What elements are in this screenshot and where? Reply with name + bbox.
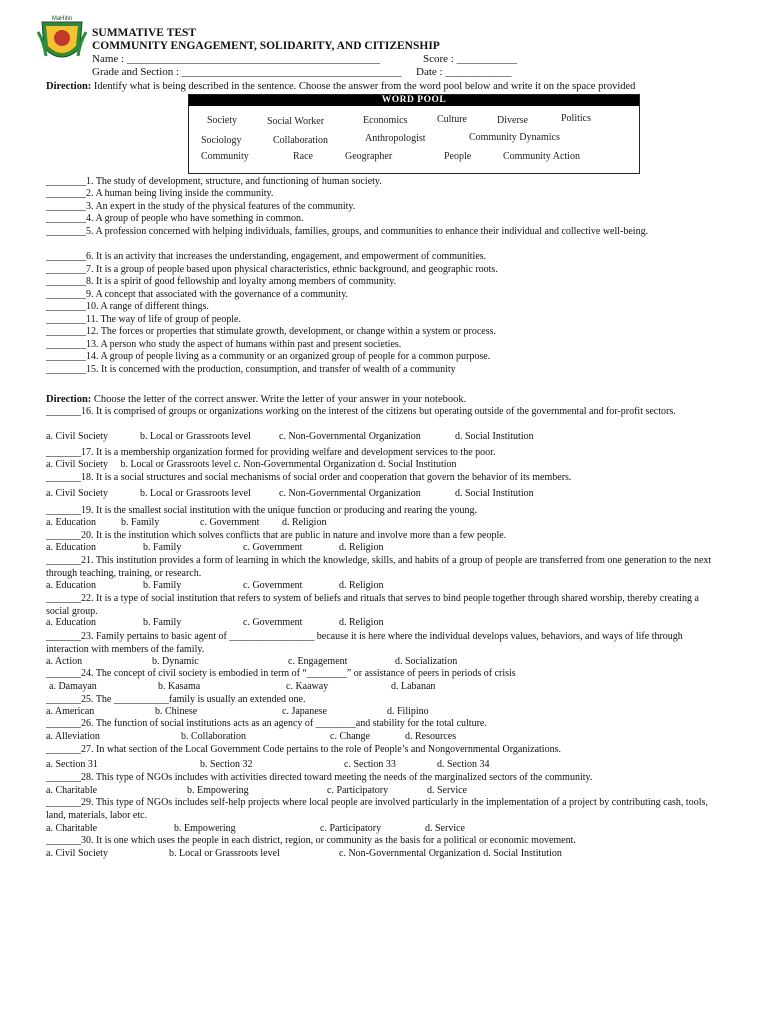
word-pool-item: Race (293, 151, 313, 162)
choice-c: c. Non-Governmental Organization (279, 488, 421, 499)
identification-item: ________15. It is concerned with the production, consumption, and transfer of wealth of a community (46, 364, 456, 375)
identification-item: ________6. It is an activity that increases the understanding, engagement, and empowerment of communities. (46, 251, 487, 262)
choice-c-d: c. Non-Governmental Organization d. Social Institution (339, 848, 562, 859)
direction-label: Direction: (46, 394, 92, 405)
choice-d: d. Socialization (395, 656, 458, 667)
question-27: _______27. In what section of the Local Government Code pertains to the role of People’s and Nongovernmental Organizations. (46, 744, 561, 755)
question-25: _______25. The ___________family is usually an extended one. (46, 694, 306, 705)
test-title: SUMMATIVE TEST (92, 27, 197, 39)
choice-a: a. Civil Society (46, 848, 108, 859)
choice-b: b. Kasama (158, 681, 201, 692)
direction-text: Identify what is being described in the sentence. Choose the answer from the word pool below and write it on the space provided (91, 81, 636, 92)
choice-c: c. Change (330, 731, 370, 742)
choice-b: b. Collaboration (181, 731, 246, 742)
question-18: _______18. It is a social structures and social mechanisms of social order and cooperation that govern the behavior of its members. (46, 472, 572, 483)
choice-d: d. Labanan (391, 681, 436, 692)
question-16: _______16. It is comprised of groups or organizations working on the interest of the citizens but operating outside of the governmental and for-profit sectors. (46, 406, 676, 417)
question-17-choices: a. Civil Society b. Local or Grassroots level c. Non-Governmental Organization d. Social Institution (46, 459, 457, 470)
choice-a: a. Charitable (46, 785, 98, 796)
question-22: _______22. It is a type of social institution that refers to system of beliefs and rituals that serves to bind people together through shared worship, thereby creating a social group. (46, 593, 699, 617)
choice-c: c. Participatory (320, 823, 382, 834)
word-pool-item: Economics (363, 115, 408, 126)
word-pool-item: Collaboration (273, 135, 328, 146)
direction-label: Direction: (46, 81, 92, 92)
choice-c: c. Non-Governmental Organization (279, 431, 421, 442)
identification-item: ________1. The study of development, structure, and functioning of human society. (46, 176, 382, 187)
word-pool-box (188, 94, 640, 174)
choice-a: a. Civil Society (46, 488, 108, 499)
choice-b: b. Chinese (155, 706, 198, 717)
identification-item: ________3. An expert in the study of the physical features of the community. (46, 201, 356, 212)
choice-b: b. Family (143, 542, 182, 553)
choice-c: c. Government (200, 517, 260, 528)
date-field[interactable]: Date : ____________ (416, 66, 512, 78)
choice-c: c. Government (243, 580, 303, 591)
choice-a: a. Action (46, 656, 83, 667)
choice-c: c. Government (243, 617, 303, 628)
identification-item: ________2. A human being living inside the community. (46, 188, 274, 199)
choice-b: b. Family (121, 517, 160, 528)
choice-b: b. Empowering (174, 823, 236, 834)
identification-item: ________13. A person who study the aspect of humans within past and present societies. (46, 339, 402, 350)
word-pool-item: Community Action (503, 151, 580, 162)
name-field[interactable]: Name : ______________________________________________ (92, 53, 380, 65)
choice-d: d. Religion (339, 617, 384, 628)
choice-c: c. Section 33 (344, 759, 396, 770)
word-pool-item: Community (201, 151, 249, 162)
subject-title: COMMUNITY ENGAGEMENT, SOLIDARITY, AND CITIZENSHIP (92, 40, 440, 52)
direction-part2 (46, 393, 466, 406)
question-28: _______28. This type of NGOs includes with activities directed toward meeting the needs of the marginalized sectors of the community. (46, 772, 593, 783)
question-24: _______24. The concept of civil society is embodied in term of “________” or assistance of peers in periods of crisis (46, 668, 516, 679)
grade-section-field[interactable]: Grade and Section : ________________________________________ (92, 66, 402, 78)
word-pool-item: Politics (561, 113, 592, 124)
choice-a: a. American (46, 706, 95, 717)
school-seal-logo (36, 12, 88, 68)
question-23: _______23. Family pertains to basic agent of _________________ because it is here where the individual develops values, behaviors, and ways of life through interaction with members of the family. (46, 631, 683, 655)
word-pool-item: Sociology (201, 135, 242, 146)
choice-b: b. Family (143, 580, 182, 591)
question-21: _______21. This institution provides a form of learning in which the knowledge, skills, and habits of a group of people are transferred from one generation to the next through teaching, training, or research. (46, 555, 712, 579)
word-pool-item: Anthropologist (365, 133, 426, 144)
identification-item: ________9. A concept that associated with the governance of a community. (46, 289, 349, 300)
identification-item: ________11. The way of life of group of people. (46, 314, 241, 325)
choice-b: b. Local or Grassroots level (140, 488, 251, 499)
choice-a: a. Alleviation (46, 731, 100, 742)
identification-item: ________12. The forces or properties that stimulate growth, development, or change within a system or process. (46, 326, 496, 337)
choice-a: a. Damayan (49, 681, 97, 692)
direction-part1 (46, 80, 635, 93)
word-pool-item: Diverse (497, 115, 529, 126)
score-field[interactable]: Score : ___________ (423, 53, 518, 65)
choice-a: a. Charitable (46, 823, 98, 834)
question-17: _______17. It is a membership organization formed for providing welfare and development services to the poor. (46, 447, 496, 458)
word-pool-item: Social Worker (267, 116, 325, 127)
question-26: _______26. The function of social institutions acts as an agency of ________and stability for the total culture. (46, 718, 487, 729)
direction-text: Choose the letter of the correct answer. Write the letter of your answer in your notebook. (91, 394, 467, 405)
identification-item: ________8. It is a spirit of good fellowship and loyalty among members of community. (46, 276, 397, 287)
choice-a: a. Education (46, 580, 96, 591)
word-pool-item: Society (207, 115, 237, 126)
logo-text: MaHitin (51, 16, 73, 22)
word-pool-item: Geographer (345, 151, 393, 162)
identification-item: ________10. A range of different things. (46, 301, 209, 312)
choice-c: c. Japanese (282, 706, 327, 717)
choice-d: d. Section 34 (437, 759, 490, 770)
choice-c: c. Government (243, 542, 303, 553)
choice-a: a. Civil Society (46, 431, 108, 442)
question-29: _______29. This type of NGOs includes self-help projects where local people are involved particularly in the implementation of a project by contributing cash, tools, land, materials, labor etc. (46, 797, 708, 821)
choice-d: d. Social Institution (455, 488, 534, 499)
choice-c: c. Kaaway (286, 681, 329, 692)
choice-b: b. Empowering (187, 785, 249, 796)
question-20: _______20. It is the institution which solves conflicts that are public in nature and involve more than a few people. (46, 530, 507, 541)
identification-item: ________7. It is a group of people based upon physical characteristics, ethnic background, and geographic roots. (46, 264, 498, 275)
word-pool-item: Culture (437, 114, 467, 125)
choice-b: b. Family (143, 617, 182, 628)
choice-a: a. Education (46, 617, 96, 628)
identification-item: ________4. A group of people who have something in common. (46, 213, 304, 224)
choice-d: d. Religion (282, 517, 327, 528)
choice-b: b. Section 32 (200, 759, 253, 770)
choice-d: d. Religion (339, 542, 384, 553)
word-pool-title: WORD POOL (189, 95, 639, 106)
choice-c: c. Engagement (288, 656, 348, 667)
choice-d: d. Religion (339, 580, 384, 591)
choice-a: a. Education (46, 542, 96, 553)
choice-b: b. Local or Grassroots level (169, 848, 280, 859)
identification-item: ________5. A profession concerned with helping individuals, families, groups, and communities to enhance their individual and collective well-being. (46, 226, 649, 237)
choice-a: a. Section 31 (46, 759, 98, 770)
choice-c: c. Participatory (327, 785, 389, 796)
choice-a: a. Education (46, 517, 96, 528)
choice-d: d. Social Institution (455, 431, 534, 442)
choice-b: b. Local or Grassroots level (140, 431, 251, 442)
choice-d: d. Resources (405, 731, 457, 742)
choice-b: b. Dynamic (152, 656, 199, 667)
question-30: _______30. It is one which uses the people in each district, region, or community as the basis for a political or economic movement. (46, 835, 576, 846)
word-pool-item: People (444, 151, 472, 162)
identification-item: ________14. A group of people living as a community or an organized group of people for a common purpose. (46, 351, 491, 362)
word-pool-item: Community Dynamics (469, 132, 560, 143)
question-19: _______19. It is the smallest social institution with the unique function or producing and rearing the young. (46, 505, 478, 516)
choice-d: d. Filipino (387, 706, 429, 717)
choice-d: d. Service (425, 823, 465, 834)
choice-d: d. Service (427, 785, 467, 796)
